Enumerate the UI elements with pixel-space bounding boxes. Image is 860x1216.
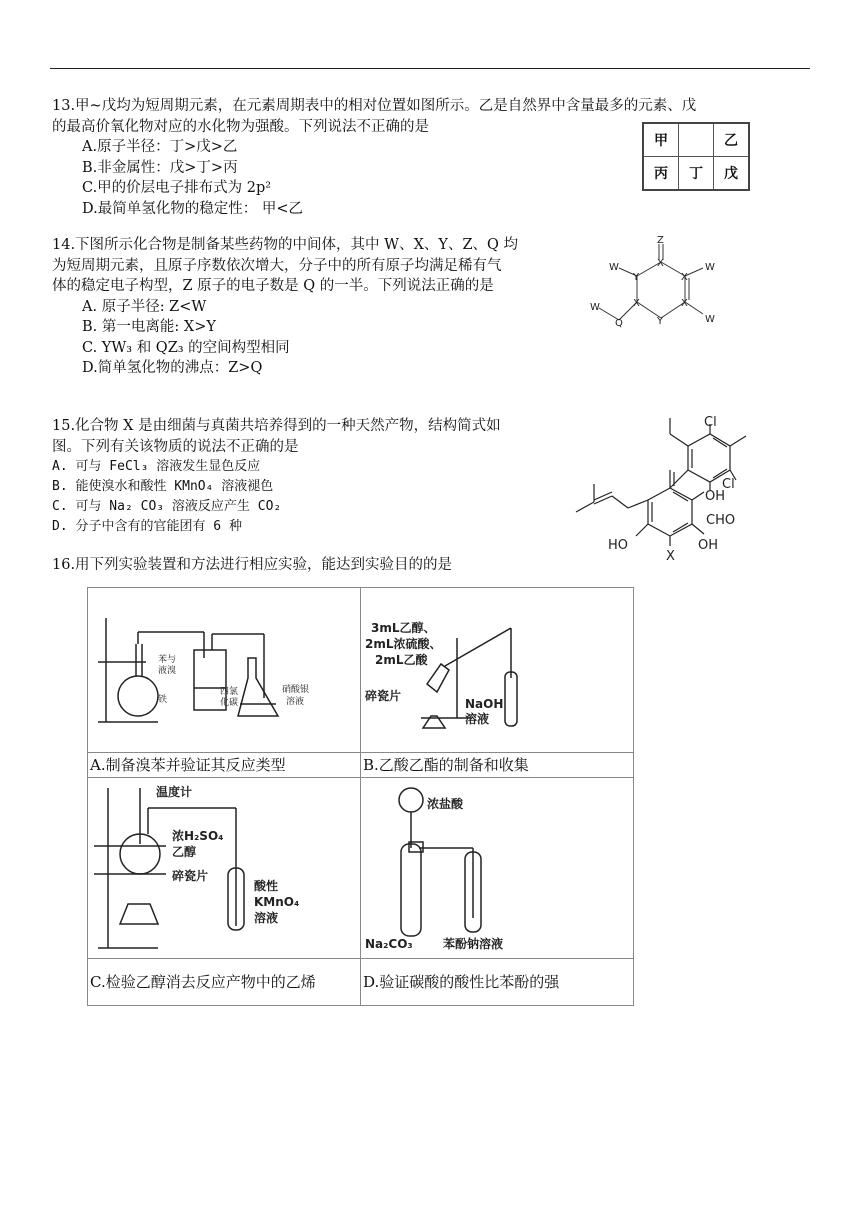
a-label-2: 液溴 — [158, 666, 177, 676]
caption-d: D.验证碳酸的酸性比苯酚的强 — [361, 959, 634, 1006]
apparatus-d — [361, 778, 634, 959]
apparatus-d-drawing — [361, 778, 633, 958]
apparatus-a-drawing — [88, 588, 360, 752]
q16-stem: 16.用下列实验装置和方法进行相应实验，能达到实验目的的是 — [52, 557, 453, 573]
a-label-6: 硝酸银 — [282, 685, 310, 695]
periodic-table-figure — [642, 122, 750, 191]
a-label-4: 四氯 — [220, 687, 239, 697]
question-15 — [52, 416, 572, 537]
b-label-3: 2mL乙酸 — [375, 653, 428, 667]
cell-empty — [679, 123, 714, 157]
q15-stem-line2: 图。下列有关该物质的说法不正确的是 — [52, 438, 299, 455]
q13-option-b: B.非金属性：戊>丁>丙 — [82, 159, 238, 176]
header-rule — [50, 68, 810, 69]
q13-option-c: C.甲的价层电子排布式为 2p² — [82, 180, 272, 196]
a-label-3: 铁 — [158, 695, 168, 705]
c-label-4: 碎瓷片 — [172, 869, 209, 883]
atom-w2: W — [705, 262, 715, 273]
q14-option-c: C. YW₃ 和 QZ₃ 的空间构型相同 — [82, 339, 290, 356]
q14-option-b: B. 第一电离能: X>Y — [82, 319, 216, 335]
atom-w3: W — [705, 314, 715, 325]
label-oh-1: OH — [705, 489, 726, 504]
c-label-3: 乙醇 — [172, 845, 197, 859]
question-14 — [52, 235, 572, 379]
q15-option-c: C. 可与 Na₂ CO₃ 溶液反应产生 CO₂ — [52, 499, 282, 514]
label-ho: HO — [608, 538, 629, 553]
q13-stem-line2: 的最高价氧化物对应的水化物为强酸。下列说法不正确的是 — [52, 118, 429, 135]
q14-structure-figure — [585, 232, 725, 332]
a-label-7: 溶液 — [286, 697, 305, 707]
q15-option-b: B. 能使溴水和酸性 KMnO₄ 溶液褪色 — [52, 479, 274, 494]
caption-c: C.检验乙醇消去反应产物中的乙烯 — [88, 959, 361, 1006]
label-cho: CHO — [706, 513, 736, 528]
b-label-1: 3mL乙醇、 — [371, 621, 436, 635]
atom-z: Z — [657, 235, 664, 246]
c-label-1: 温度计 — [156, 785, 193, 799]
d-label-2: Na₂CO₃ — [365, 937, 413, 951]
c-label-7: 溶液 — [254, 911, 279, 925]
q13-stem-line1: 13.甲~戊均为短周期元素，在元素周期表中的相对位置如图所示。乙是自然界中含量最多的元素、戊 — [52, 98, 697, 114]
q15-stem-line1: 15.化合物 X 是由细菌与真菌共培养得到的一种天然产物，结构简式如 — [52, 418, 501, 434]
q13-option-d: D.最简单氢化物的稳定性： 甲<乙 — [82, 200, 303, 217]
cell-ding: 丁 — [679, 157, 714, 191]
atom-x-lower: X — [681, 298, 688, 309]
question-16 — [52, 555, 452, 576]
apparatus-b — [361, 588, 634, 753]
d-label-3: 苯酚钠溶液 — [443, 937, 504, 951]
q14-stem-line2: 为短周期元素，且原子序数依次增大，分子中的所有原子均满足稀有气 — [52, 257, 502, 274]
label-cl-1: Cl — [704, 415, 717, 430]
cell-bing: 丙 — [643, 157, 679, 191]
caption-b: B.乙酸乙酯的制备和收集 — [361, 753, 634, 778]
apparatus-b-drawing — [361, 588, 633, 752]
atom-x-top: X — [657, 258, 664, 269]
d-label-1: 浓盐酸 — [427, 797, 464, 811]
c-label-6: KMnO₄ — [254, 895, 300, 909]
caption-a: A.制备溴苯并验证其反应类型 — [88, 753, 361, 778]
apparatus-table — [87, 587, 634, 1006]
b-label-5: NaOH — [465, 697, 504, 711]
a-label-5: 化碳 — [220, 698, 239, 708]
q15-option-d: D. 分子中含有的官能团有 6 种 — [52, 519, 242, 534]
label-cl-2: Cl — [722, 477, 735, 492]
q15-structure-figure — [570, 412, 760, 562]
atom-y-bottom: Y — [657, 316, 664, 327]
atom-w4: W — [590, 302, 600, 313]
atom-q: Q — [615, 318, 623, 329]
atom-x-right: X — [681, 272, 688, 283]
q14-option-d: D.简单氢化物的沸点：Z>Q — [82, 360, 263, 376]
cell-yi: 乙 — [714, 123, 750, 157]
q14-option-a: A. 原子半径: Z<W — [82, 298, 207, 315]
atom-w1: W — [609, 262, 619, 273]
c-label-2: 浓H₂SO₄ — [172, 829, 224, 843]
b-label-2: 2mL浓硫酸、 — [365, 637, 442, 651]
q14-stem-line1: 14.下图所示化合物是制备某些药物的中间体，其中 W、X、Y、Z、Q 均 — [52, 237, 519, 253]
b-label-4: 碎瓷片 — [365, 689, 402, 703]
a-label-1: 苯与 — [158, 655, 177, 665]
q14-stem-line3: 体的稳定电子构型，Z 原子的电子数是 Q 的一半。下列说法正确的是 — [52, 278, 494, 294]
label-oh-2: OH — [698, 538, 719, 553]
label-x: X — [666, 549, 675, 562]
apparatus-a — [88, 588, 361, 753]
cell-wu: 戊 — [714, 157, 750, 191]
atom-y-left: Y — [633, 272, 640, 283]
apparatus-c — [88, 778, 361, 959]
atom-x-left: X — [633, 298, 640, 309]
b-label-6: 溶液 — [465, 712, 490, 726]
cell-jia: 甲 — [643, 123, 679, 157]
q15-option-a: A. 可与 FeCl₃ 溶液发生显色反应 — [52, 459, 261, 474]
c-label-5: 酸性 — [254, 879, 279, 893]
apparatus-c-drawing — [88, 778, 360, 958]
q13-option-a: A.原子半径：丁>戊>乙 — [82, 139, 238, 155]
